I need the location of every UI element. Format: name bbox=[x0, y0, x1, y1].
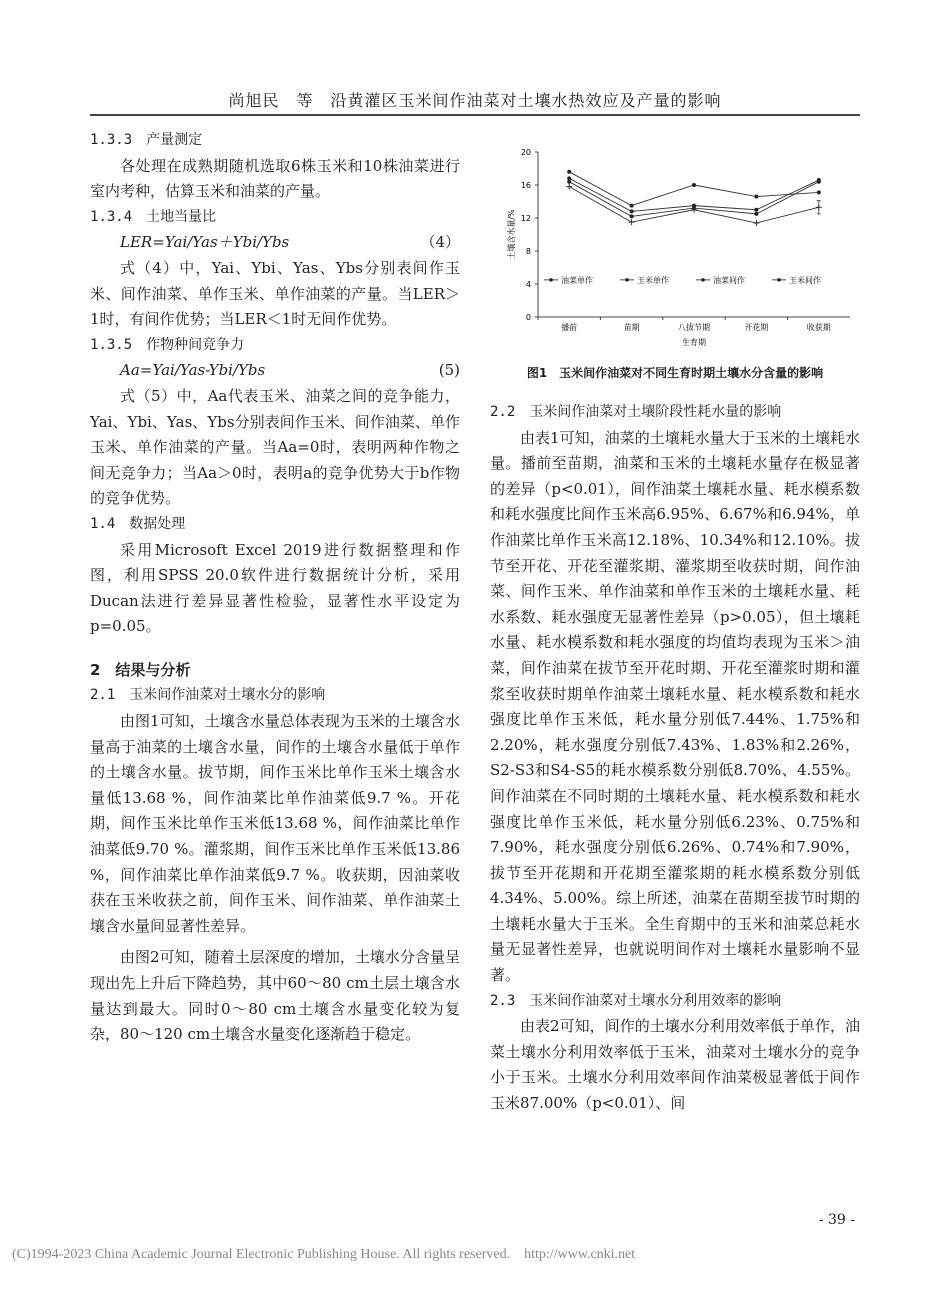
legend-label: 玉米间作 bbox=[789, 275, 821, 285]
y-tick-label: 12 bbox=[520, 214, 531, 223]
left-column bbox=[90, 128, 460, 1048]
paragraph: 采用Microsoft Excel 2019进行数据整理和作图，利用SPSS 20.0软件进行数据统计分析，采用Ducan法进行差异显著性检验，显著性水平设定为p=0.05。 bbox=[90, 540, 460, 636]
data-point bbox=[692, 183, 696, 187]
legend-marker bbox=[625, 278, 629, 282]
data-point bbox=[630, 214, 634, 218]
data-point bbox=[754, 208, 758, 212]
data-point bbox=[817, 190, 821, 194]
paragraph: 由表1可知，油菜的土壤耗水量大于玉米的土壤耗水量。播前至苗期，油菜和玉米的土壤耗水量存在极显著的差异（p<0.01），间作油菜土壤耗水量、耗水模系数和耗水强度比间作玉米高6.95%、6.67%和6.94%，单作油菜比单作玉米高12.18%、10.34%和12.10%。拔节至开花、开花至灌浆期、灌浆期至收获时期，间作油菜、间作玉米、单作油菜和单作玉米的土壤耗水量、耗水系数、耗水强度无显著性差异（p>0.05），但土壤耗水量、耗水模系数和耗水强度的均值均表现为玉米＞油菜，间作油菜在拔节至开花时期、开花至灌浆时期和灌浆至收获时期单作油菜土壤耗水量、耗水模系数和耗水强度比单作玉米低，耗水量分别低7.44%、1.75%和2.20%，耗水强度分别低7.43%、1.83%和2.26%，S2-S3和S4-S5的耗水模系数分别低8.70%、4.55%。间作油菜在不同时期的土壤耗水量、耗水模系数和耗水强度比单作玉米低，耗水量分别低6.23%、0.75%和7.90%，耗水强度分别低6.26%、0.74%和7.90%，拔节至开花期和开花期至灌浆期的耗水模系数分别低4.34%、5.00%。综上所述，油菜在苗期至拔节时期的土壤耗水量大于玉米。全生育期中的玉米和油菜总耗水量无显著性差异，也就说明间作对土壤耗水量影响不显著。 bbox=[490, 428, 860, 985]
y-axis-title: 土壤含水量/% bbox=[507, 209, 516, 260]
data-point bbox=[754, 195, 758, 199]
soil-moisture-chart bbox=[490, 140, 860, 355]
paragraph: 各处理在成熟期随机选取6株玉米和10株油菜进行室内考种，估算玉米和油菜的产量。 bbox=[90, 156, 460, 201]
paragraph: 式（4）中，Yai、Ybi、Yas、Ybs分别表间作玉米、间作油菜、单作玉米、单作油菜的产量。当LER＞1时，有间作优势；当LER＜1时无间作优势。 bbox=[90, 258, 460, 329]
legend-marker bbox=[701, 278, 705, 282]
running-header: 尚旭民 等 沿黄灌区玉米间作油菜对土壤水热效应及产量的影响 bbox=[228, 91, 722, 110]
x-tick-label: 播前 bbox=[561, 323, 578, 332]
legend-label: 油菜单作 bbox=[561, 275, 593, 285]
data-point bbox=[630, 204, 634, 208]
heading-section-2: 2 结果与分析 bbox=[90, 660, 191, 679]
x-tick-label: 开花期 bbox=[744, 323, 769, 332]
legend-marker bbox=[549, 278, 553, 282]
copyright-notice: (C)1994-2023 China Academic Journal Electronic Publishing House. All rights reserved. http://www.cnki.net bbox=[12, 1247, 636, 1262]
legend-label: 油菜间作 bbox=[713, 275, 745, 285]
y-tick-label: 8 bbox=[525, 247, 531, 256]
heading-1-3-4: 1.3.4 土地当量比 bbox=[90, 208, 217, 225]
x-tick-label: 八拔节期 bbox=[678, 323, 710, 332]
right-column bbox=[490, 400, 860, 1117]
x-axis-title: 生育期 bbox=[682, 338, 706, 347]
formula-5-text: Aa=Yai/Yas-Ybi/Ybs bbox=[120, 361, 266, 380]
heading-1-4: 1.4 数据处理 bbox=[90, 515, 186, 532]
paragraph: 由表2可知，间作的土壤水分利用效率低于单作，油菜土壤水分利用效率低于玉米，油菜对土壤水分的竞争小于玉米。土壤水分利用效率间作油菜极显著低于间作玉米87.00%（p<0.01）、间 bbox=[490, 1017, 860, 1113]
y-tick-label: 20 bbox=[520, 148, 531, 157]
formula-4-text: LER=Yai/Yas＋Ybi/Ybs bbox=[120, 233, 290, 252]
paragraph: 式（5）中，Aa代表玉米、油菜之间的竞争能力，Yai、Ybi、Yas、Ybs分别表间作玉米、间作油菜、单作玉米、单作油菜的产量。当Aa=0时，表明两种作物之间无竞争力；当Aa＞0时，表明a的竞争优势大于b作物的竞争优势。 bbox=[90, 386, 460, 508]
heading-1-3-3: 1.3.3 产量测定 bbox=[90, 132, 203, 148]
y-tick-label: 0 bbox=[525, 313, 531, 322]
x-tick-label: 苗期 bbox=[623, 323, 640, 332]
heading-2-3: 2.3 玉米间作油菜对土壤水分利用效率的影响 bbox=[490, 992, 782, 1009]
data-point bbox=[567, 180, 571, 184]
formula-4-number: （4） bbox=[420, 233, 460, 252]
data-point bbox=[817, 180, 821, 184]
data-point bbox=[754, 212, 758, 216]
heading-2-2: 2.2 玉米间作油菜对土壤阶段性耗水量的影响 bbox=[490, 404, 782, 420]
data-point bbox=[567, 170, 571, 174]
legend-label: 玉米单作 bbox=[637, 275, 669, 285]
heading-2-1: 2.1 玉米间作油菜对土壤水分的影响 bbox=[90, 687, 326, 704]
paragraph: 由图1可知，土壤含水量总体表现为玉米的土壤含水量高于油菜的土壤含水量，间作的土壤含水量低于单作的土壤含水量。拔节期，间作玉米比单作玉米土壤含水量低13.68 %，间作油菜比单作油菜低9.7 %。开花期，间作玉米比单作玉米低13.68 %，间作油菜比单作油菜低9.70 %。灌浆期，间作玉米比单作玉米低13.86 %，间作油菜比单作油菜低9.7 %。收获期，因油菜收获在玉米收获之前，间作玉米、间作油菜、单作油菜土壤含水量间显著性差异。 bbox=[90, 712, 460, 935]
heading-1-3-5: 1.3.5 作物种间竞争力 bbox=[90, 336, 245, 353]
header-rule bbox=[90, 114, 860, 116]
legend-marker bbox=[777, 278, 781, 282]
formula-5-number: (5) bbox=[438, 361, 460, 380]
formula-5 bbox=[90, 358, 460, 384]
page-number: - 39 - bbox=[818, 1212, 855, 1228]
y-tick-label: 16 bbox=[520, 181, 531, 190]
data-point bbox=[630, 209, 634, 213]
formula-4 bbox=[90, 230, 460, 256]
paragraph: 由图2可知，随着土层深度的增加，土壤水分含量呈现出先上升后下降趋势，其中60～80 cm土层土壤含水量达到最大。同时0～80 cm土壤含水量变化较为复杂，80～120 cm土壤含水量变化逐渐趋于稳定。 bbox=[90, 948, 460, 1044]
figure-1-caption: 图1 玉米间作油菜对不同生育时期土壤水分含量的影响 bbox=[526, 366, 824, 380]
data-point bbox=[691, 207, 697, 213]
data-point bbox=[566, 184, 572, 190]
data-point bbox=[753, 220, 759, 226]
x-tick-label: 收获期 bbox=[806, 323, 831, 332]
y-tick-label: 4 bbox=[525, 280, 531, 289]
data-point bbox=[629, 219, 635, 225]
